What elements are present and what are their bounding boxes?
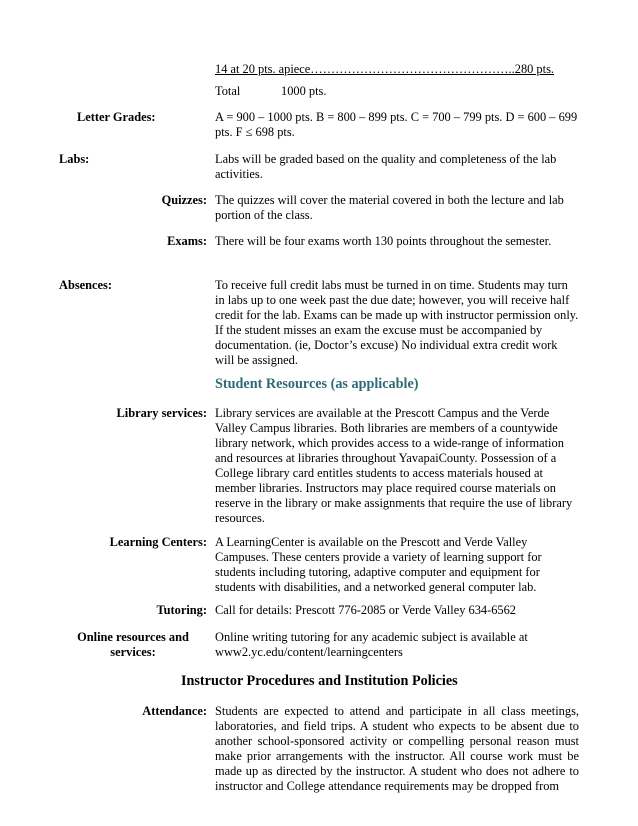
exams-text: There will be four exams worth 130 points throughout the semester. — [215, 234, 552, 248]
tutoring-label: Tutoring: — [156, 603, 207, 617]
quizzes-label: Quizzes: — [161, 193, 207, 207]
quizzes-points-line: 14 at 20 pts. apiece…………………………………………..280 pts. — [215, 62, 554, 76]
online-resources-label-line1: Online resources and — [77, 630, 189, 644]
exams-label: Exams: — [167, 234, 207, 248]
letter-grades-text: A = 900 – 1000 pts. B = 800 – 899 pts. C = 700 – 799 pts. D = 600 – 699 pts. F ≤ 698 pts. — [215, 110, 578, 139]
student-resources-heading: Student Resources (as applicable) — [215, 376, 419, 392]
labs-text: Labs will be graded based on the quality and completeness of the lab activities. — [215, 152, 557, 181]
attendance-label: Attendance: — [142, 704, 207, 718]
letter-grades-label: Letter Grades: — [77, 110, 156, 124]
online-resources-label-line2: services: — [110, 645, 156, 659]
library-services-label: Library services: — [116, 406, 207, 420]
learning-centers-label: Learning Centers: — [109, 535, 207, 549]
online-resources-text: Online writing tutoring for any academic subject is available at www2.yc.edu/content/learningcenters — [215, 630, 528, 659]
quizzes-text: The quizzes will cover the material covered in both the lecture and lab portion of the class. — [215, 193, 564, 222]
attendance-text: Students are expected to attend and participate in all class meetings, laboratories, and field trips. A student who expects to be absent due to another school-sponsored activity or compelling personal reason must make prior arrangements with the instructor. All course work must be made up as directed by the instructor. A student who does not adhere to instructor and College attendance requirements may be dropped from — [215, 704, 579, 793]
labs-label: Labs: — [59, 152, 90, 166]
absences-text: To receive full credit labs must be turned in on time. Students may turn in labs up to one week past the due date; however, you will receive half credit for the lab. Exams can be made up with instructor permission only. If the student misses an exam the excuse must be accompanied by documentation. (ie, Doctor’s excuse) No individual extra credit work will be assigned. — [215, 278, 579, 367]
total-value: 1000 pts. — [281, 84, 327, 98]
learning-centers-text: A LearningCenter is available on the Prescott and Verde Valley Campuses. These centers provide a variety of learning support for students including tutoring, adaptive computer and equipment for students with disabilities, and a networked general computer lab. — [215, 535, 542, 594]
instructor-procedures-heading: Instructor Procedures and Institution Policies — [181, 673, 458, 689]
library-services-text: Library services are available at the Prescott Campus and the Verde Valley Campus libraries. Both libraries are members of a countywide library network, which provides access to a wide-range of information and resources at libraries throughout YavapaiCounty. Possession of a College library card entitles students to access materials housed at member libraries. Instructors may place required course materials on reserve in the library or make assignments that require the use of library resources. — [215, 406, 573, 525]
tutoring-text: Call for details: Prescott 776-2085 or Verde Valley 634-6562 — [215, 603, 516, 617]
total-label: Total — [215, 84, 241, 98]
absences-label: Absences: — [59, 278, 112, 292]
online-resources-label — [66, 630, 200, 660]
